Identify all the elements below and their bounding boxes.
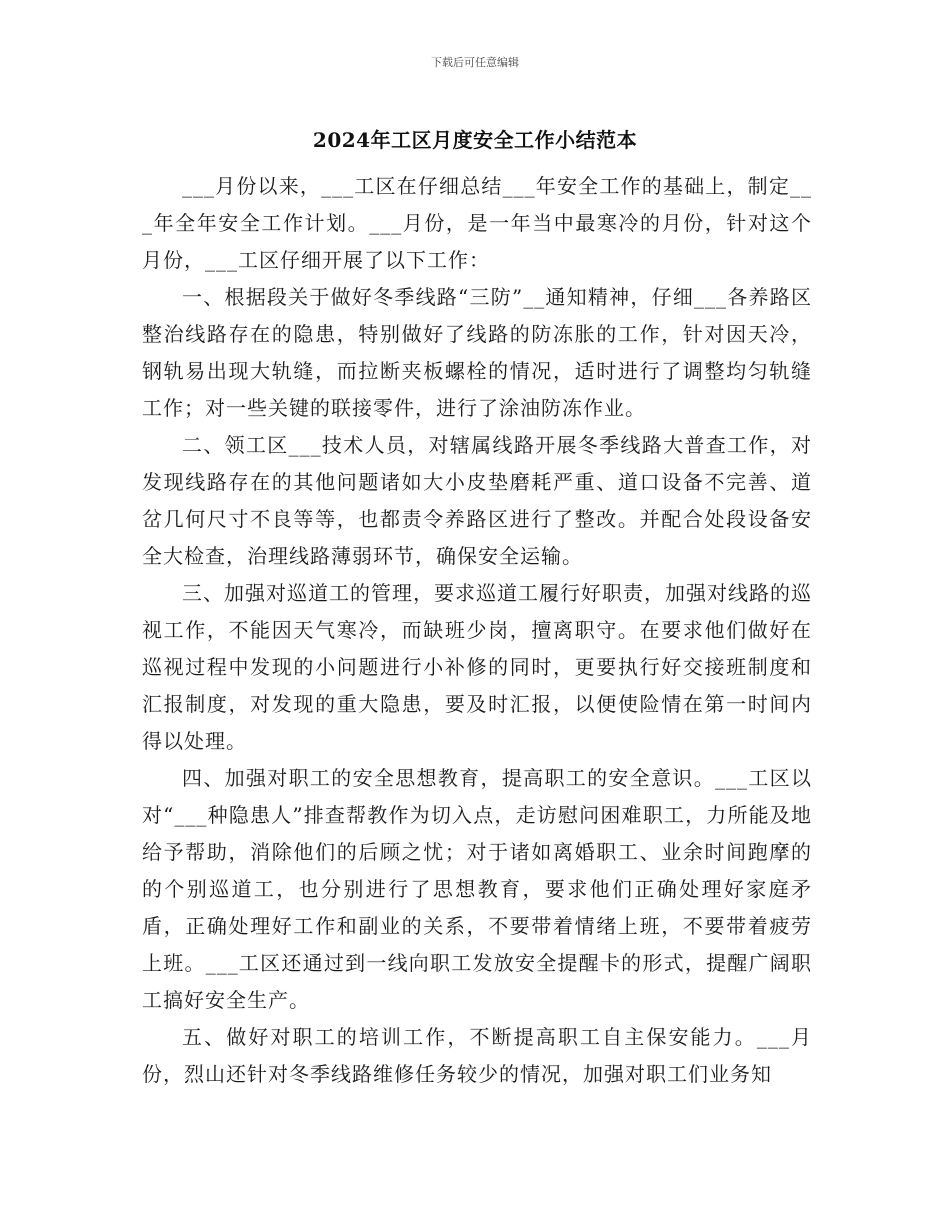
document-title: 2024年工区月度安全工作小结范本: [312, 128, 638, 152]
header-note: 下载后可任意编辑: [431, 56, 519, 69]
document-body: [142, 168, 812, 1093]
paragraph-intro: ___月份以来，___工区在仔细总结___年安全工作的基础上，制定___年全年安全工作计划。___月份，是一年当中最寒冷的月份，针对这个月份，___工区仔细开展了以下工作：: [142, 174, 812, 272]
paragraph-item-4: 四、加强对职工的安全思想教育，提高职工的安全意识。___工区以对“___种隐患人”排查帮教作为切入点，走访慰问困难职工，力所能及地给予帮助，消除他们的后顾之忧；对于诸如离婚职工、业余时间跑摩的的个别巡道工，也分别进行了思想教育，要求他们正确处理好家庭矛盾，正确处理好工作和副业的关系，不要带着情绪上班，不要带着疲劳上班。___工区还通过到一线向职工发放安全提醒卡的形式，提醒广阔职工搞好安全生产。: [142, 766, 812, 1012]
paragraph-item-5: 五、做好对职工的培训工作，不断提高职工自主保安能力。___月份，烈山还针对冬季线路维修任务较少的情况，加强对职工们业务知: [142, 1025, 812, 1086]
paragraph-item-2: 二、领工区___技术人员，对辖属线路开展冬季线路大普查工作，对发现线路存在的其他问题诸如大小皮垫磨耗严重、道口设备不完善、道岔几何尺寸不良等等，也都责令养路区进行了整改。并配合处段设备安全大检查，治理线路薄弱环节，确保安全运输。: [142, 433, 812, 568]
paragraph-item-1: 一、根据段关于做好冬季线路“三防”__通知精神，仔细___各养路区整治线路存在的隐患，特别做好了线路的防冻胀的工作，针对因天冷，钢轨易出现大轨缝，而拉断夹板螺栓的情况，适时进行了调整均匀轨缝工作；对一些关键的联接零件，进行了涂油防冻作业。: [142, 285, 812, 420]
paragraph-item-3: 三、加强对巡道工的管理，要求巡道工履行好职责，加强对线路的巡视工作，不能因天气寒冷，而缺班少岗，擅离职守。在要求他们做好在巡视过程中发现的小问题进行小补修的同时，更要执行好交接班制度和汇报制度，对发现的重大隐患，要及时汇报，以便使险情在第一时间内得以处理。: [142, 581, 812, 753]
